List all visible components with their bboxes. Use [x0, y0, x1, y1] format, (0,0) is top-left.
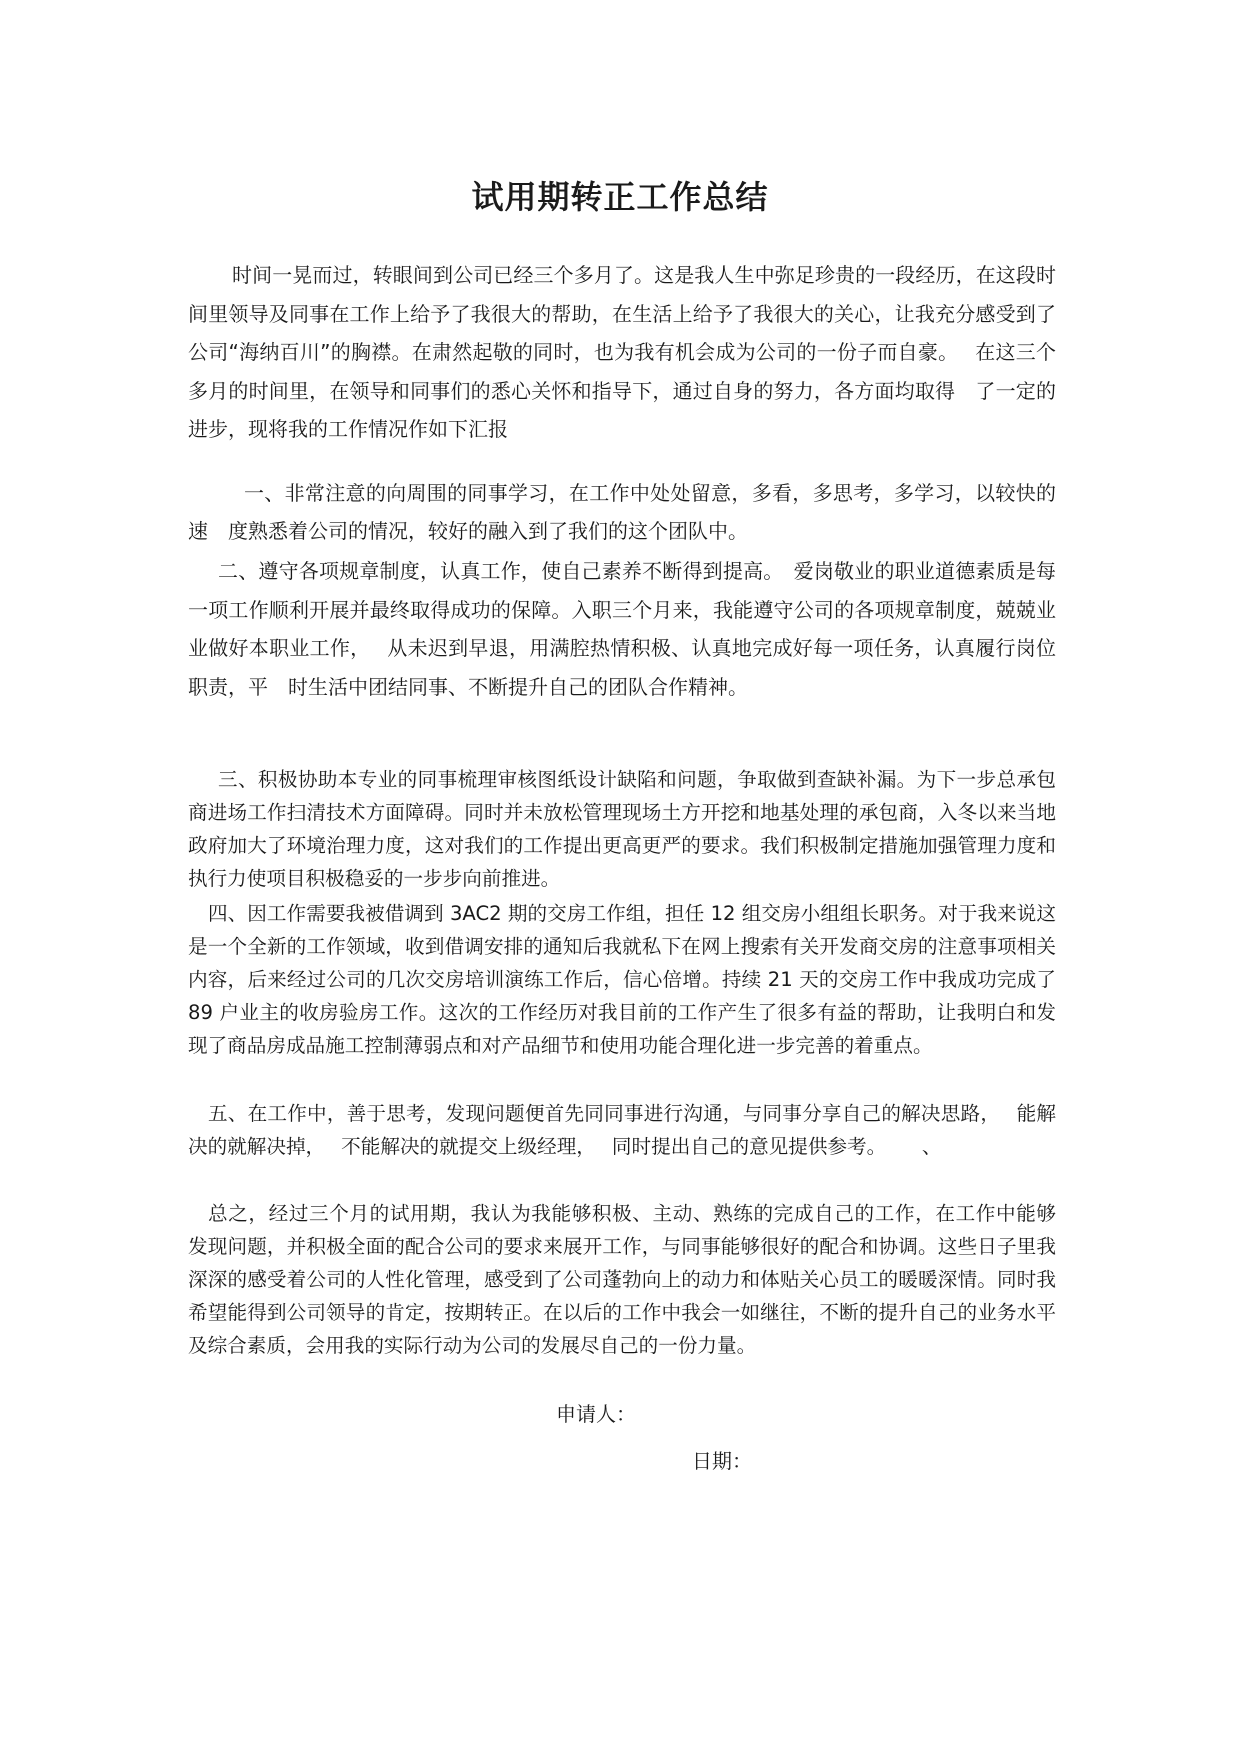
item-3-paragraph: 三、积极协助本专业的同事梳理审核图纸设计缺陷和问题，争取做到查缺补漏。为下一步总承包商进场工作扫清技术方面障碍。同时并未放松管理现场土方开挖和地基处理的承包商，入冬以来当地政府加大了环境治理力度，这对我们的工作提出更高更严的要求。我们积极制定措施加强管理力度和执行力使项目积极稳妥的一步步向前推进。: [188, 768, 1056, 890]
item-2-paragraph: 二、遵守各项规章制度，认真工作，使自己素养不断得到提高。 爱岗敬业的职业道德素质是每一项工作顺利开展并最终取得成功的保障。入职三个月来，我能遵守公司的各项规章制度，兢兢业业做好本职业工作， 从未迟到早退，用满腔热情积极、认真地完成好每一项任务，认真履行岗位职责，平 时生活中团结同事、不断提升自己的团队合作精神。: [188, 559, 1056, 699]
item-5-paragraph: 五、在工作中，善于思考，发现问题便首先同同事进行沟通，与同事分享自己的解决思路， 能解决的就解决掉， 不能解决的就提交上级经理， 同时提出自己的意见提供参考。 、: [188, 1102, 1056, 1158]
date-label: 日期：: [692, 1449, 752, 1473]
document-title: 试用期转正工作总结: [471, 178, 769, 216]
conclusion-paragraph: 总之，经过三个月的试用期，我认为我能够积极、主动、熟练的完成自己的工作，在工作中能够 发现问题，并积极全面的配合公司的要求来展开工作，与同事能够很好的配合和协调。这些日子里我深深的感受着公司的人性化管理，感受到了公司蓬勃向上的动力和体贴关心员工的暖暖深情。同时我希望能得到公司领导的肯定，按期转正。在以后的工作中我会一如继往，不断的提升自己的业务水平及综合素质，会用我的实际行动为公司的发展尽自己的一份力量。: [188, 1202, 1076, 1357]
item-4-paragraph: 四、因工作需要我被借调到 3AC2 期的交房工作组，担任 12 组交房小组组长职务。对于我来说这是一个全新的工作领域，收到借调安排的通知后我就私下在网上搜索有关开发商交房的注意事项相关内容，后来经过公司的几次交房培训演练工作后，信心倍增。持续 21 天的交房工作中我成功完成了 89 户业主的收房验房工作。这次的工作经历对我目前的工作产生了很多有益的帮助，让我明白和发现了商品房成品施工控制薄弱点和对产品细节和使用功能合理化进一步完善的着重点。: [188, 902, 1056, 1057]
intro-paragraph: 时间一晃而过，转眼间到公司已经三个多月了。这是我人生中弥足珍贵的一段经历，在这段时间里领导及同事在工作上给予了我很大的帮助，在生活上给予了我很大的关心，让我充分感受到了公司“海纳百川”的胸襟。在肃然起敬的同时，也为我有机会成为公司的一份子而自豪。 在这三个多月的时间里，在领导和同事们的悉心关怀和指导下，通过自身的努力，各方面均取得 了一定的进步，现将我的工作情况作如下汇报: [188, 263, 1056, 442]
applicant-label: 申请人：: [556, 1402, 636, 1426]
item-1-paragraph: 一、非常注意的向周围的同事学习，在工作中处处留意，多看，多思考，多学习，以较快的速 度熟悉着公司的情况，较好的融入到了我们的这个团队中。: [188, 481, 1056, 543]
